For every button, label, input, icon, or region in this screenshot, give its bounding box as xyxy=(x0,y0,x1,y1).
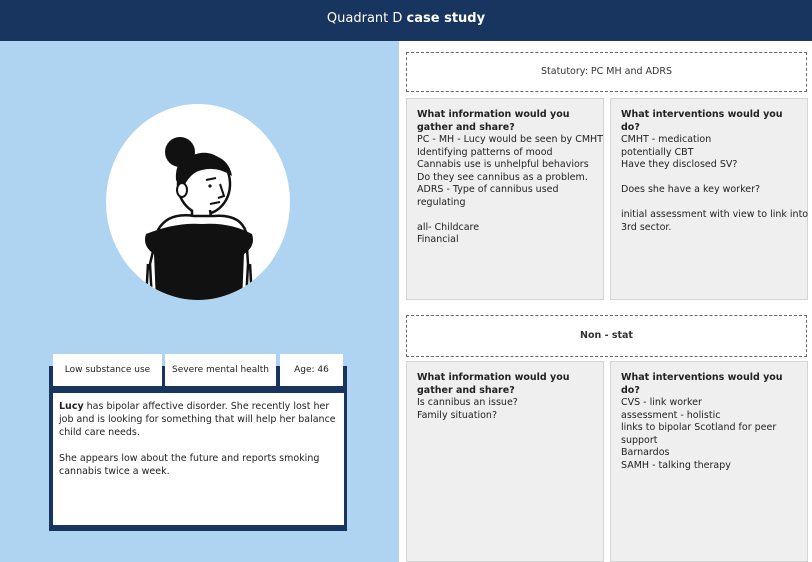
statutory-title: Statutory: PC MH and ADRS xyxy=(541,66,672,77)
non-stat-gather-question: What information would you gather and share? xyxy=(417,372,570,396)
statutory-gather-line: all- Childcare xyxy=(417,221,480,233)
profile-description xyxy=(53,393,344,525)
header-title-prefix: Quadrant D xyxy=(326,11,403,26)
non-stat-title-box xyxy=(406,315,807,357)
woman-illustration-icon xyxy=(106,104,290,300)
non-stat-interventions-question: What interventions would you do? xyxy=(621,372,783,396)
description-part-2: She appears low about the future and reports smoking cannabis twice a week. xyxy=(59,453,320,477)
non-stat-gather-line: Family situation? xyxy=(417,409,497,421)
non-stat-gather-line: Is cannibus an issue? xyxy=(417,397,518,408)
avatar xyxy=(106,104,290,300)
non-stat-intervention-line: links to bipolar Scotland for peer xyxy=(621,422,777,433)
statutory-intervention-line: initial assessment with view to link into xyxy=(621,209,809,220)
statutory-intervention-line: potentially CBT xyxy=(621,146,694,158)
statutory-gather-line: Financial xyxy=(417,234,459,245)
statutory-gather-line: ADRS - Type of cannibus used xyxy=(417,184,559,195)
statutory-gather-line xyxy=(417,209,593,222)
statutory-gather-line: PC - MH - Lucy would be seen by CMHT xyxy=(417,134,603,145)
tag-age: Age: 46 xyxy=(280,354,343,386)
statutory-intervention-line xyxy=(621,172,797,185)
non-stat-title: Non - stat xyxy=(580,330,633,341)
statutory-gather-line: regulating xyxy=(417,196,466,208)
description-part-1: has bipolar affective disorder. She recently lost her job and is looking for something that will help her balance child care needs. xyxy=(59,401,336,438)
statutory-interventions-question: What interventions would you do? xyxy=(621,109,783,133)
statutory-gather-line: Cannabis use is unhelpful behaviors xyxy=(417,159,589,170)
tag-substance-use: Low substance use xyxy=(53,354,162,386)
statutory-intervention-line: 3rd sector. xyxy=(621,221,672,233)
statutory-title-box xyxy=(406,52,807,92)
statutory-gather-question: What information would you gather and share? xyxy=(417,109,570,133)
page-header xyxy=(0,0,812,41)
statutory-intervention-line: CMHT - medication xyxy=(621,134,712,145)
statutory-gather-line: Do they see cannibus as a problem. xyxy=(417,171,588,183)
statutory-intervention-line xyxy=(621,197,797,210)
tag-mental-health: Severe mental health xyxy=(165,354,276,386)
non-stat-intervention-line: CVS - link worker xyxy=(621,397,702,408)
statutory-gather-panel xyxy=(406,98,604,300)
non-stat-gather-panel xyxy=(406,361,604,562)
statutory-intervention-line: Does she have a key worker? xyxy=(621,184,761,195)
non-stat-intervention-line: assessment - holistic xyxy=(621,409,721,421)
header-title-bold: case study xyxy=(406,11,486,26)
profile-name: Lucy xyxy=(59,401,84,412)
statutory-intervention-line: Have they disclosed SV? xyxy=(621,159,738,170)
statutory-gather-line: Identifying patterns of mood xyxy=(417,146,553,158)
non-stat-intervention-line: Barnardos xyxy=(621,447,670,458)
statutory-interventions-panel xyxy=(610,98,808,300)
non-stat-intervention-line: SAMH - talking therapy xyxy=(621,459,731,471)
non-stat-interventions-panel xyxy=(610,361,808,562)
non-stat-intervention-line: support xyxy=(621,434,658,446)
